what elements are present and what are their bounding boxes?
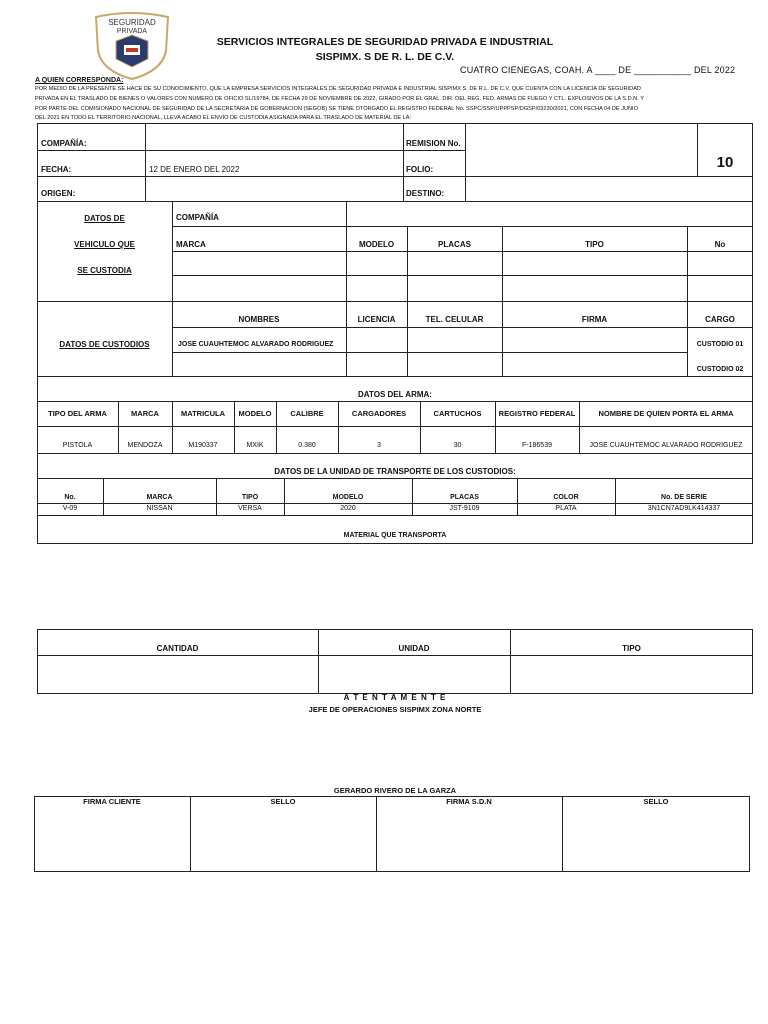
remision-label: REMISION No. [406, 139, 461, 148]
custodians-title: DATOS DE CUSTODIOS [59, 340, 150, 349]
folio-label: FOLIO: [406, 165, 434, 174]
intro-line-3: POR PARTE DEL COMISIONADO NACIONAL DE SEGURIDAD DE LA SECRETARIA DE GOBERNACION (SEGOB) SE TIENE OTORGADO EL REGISTRO FEDERAL No. SSPC/SSP/UPPPSP/DGSP/03230/2021, CON FECHA 04 DE JUNIO [35, 106, 638, 112]
transport-header-5: COLOR [553, 494, 579, 501]
transport-header-0: No. [64, 494, 76, 501]
custodians-firma-label: FIRMA [581, 315, 608, 324]
weapon-header-5: CARGADORES [351, 409, 407, 418]
vehicle-modelo-label: MODELO [358, 240, 395, 249]
intro-line-1: POR MEDIO DE LA PRESENTE SE HACE DE SU CONOCIMIENTO, QUE LA EMPRESA SERVICIOS INTEGRALES DE SEGURIDAD PRIVADA E INDUSTRIAL SISPIMX S. DE R.L. DE C.V. QUE CUENTA CON LA LICENCIA DE SEGURIDAD [35, 86, 641, 92]
transport-header-3: MODELO [332, 494, 364, 501]
folio-value: 10 [716, 154, 734, 171]
company-title: SERVICIOS INTEGRALES DE SEGURIDAD PRIVADA E INDUSTRIAL [216, 36, 554, 48]
weapon-header-2: MATRICULA [180, 409, 226, 418]
weapon-header-3: MODELO [238, 409, 272, 418]
transport-value-5: PLATA [555, 505, 577, 512]
destino-label: DESTINO: [406, 189, 445, 198]
transport-header-2: TIPO [241, 494, 259, 501]
weapon-value-6: 30 [453, 442, 462, 449]
signer-name: GERARDO RIVERO DE LA GARZA [333, 786, 457, 795]
intro-line-2: PRIVADA EN EL TRASLADO DE BIENES O VALORES CON NUMERO DE OFICIO SL/19784, DE FECHA 29 DE NOVIEMBRE DE 2022, GIRADO POR EL GRAL. DIR. DEL REG. FED. ARMAS DE FUEGO Y CTL. EXPLOSIVOS DE LA S.D.N. Y [35, 96, 644, 102]
vehicle-marca-label: MARCA [176, 240, 206, 249]
transport-header-1: MARCA [146, 494, 173, 501]
fecha-value: 12 DE ENERO DEL 2022 [149, 165, 240, 174]
salutation: A QUIEN CORRESPONDA: [35, 77, 124, 84]
transport-value-6: 3N1CN7AD9LK414337 [647, 505, 721, 512]
material-title: MATERIAL QUE TRANSPORTA [343, 532, 447, 539]
jefe-operaciones: JEFE DE OPERACIONES SISPIMX ZONA NORTE [308, 705, 482, 714]
vehicle-title-3: SE CUSTODIA [77, 266, 132, 275]
logo-text-2: PRIVADA [116, 28, 148, 35]
weapon-value-5: 3 [377, 442, 381, 449]
transport-header-4: PLACAS [450, 494, 479, 501]
transport-header-6: No. DE SERIE [661, 494, 707, 501]
custodians-celular-label: TEL. CELULAR [425, 315, 484, 324]
vehicle-placas-label: PLACAS [438, 240, 471, 249]
weapon-value-1: MENDOZA [127, 442, 163, 449]
custodian-1-name: JOSE CUAUHTEMOC ALVARADO RODRIGUEZ [178, 341, 334, 348]
weapon-value-8: JOSE CUAUHTEMOC ALVARADO RODRIGUEZ [589, 442, 743, 449]
place-date-line: CUATRO CIENEGAS, COAH. A ____ DE ___________ DEL 2022 [460, 65, 736, 75]
custodians-nombres-label: NOMBRES [238, 315, 280, 324]
atentamente: A T E N T A M E N T E [343, 693, 447, 702]
company-subtitle: SISPIMX. S DE R. L. DE C.V. [315, 51, 455, 63]
weapon-value-2: M190337 [188, 442, 218, 449]
weapon-header-4: CALIBRE [290, 409, 324, 418]
compania-label: COMPAÑÍA: [41, 139, 87, 148]
transport-value-0: V-09 [62, 505, 78, 512]
vehicle-compania-label: COMPAÑÍA [176, 213, 219, 222]
logo-text-1: SEGURIDAD [108, 18, 156, 27]
vehicle-no-label: No [714, 240, 726, 249]
weapon-value-4: 0.380 [298, 442, 316, 449]
weapon-value-7: F-186539 [522, 442, 552, 449]
weapon-header-0: TIPO DEL ARMA [48, 409, 107, 418]
firma-cliente-label: FIRMA CLIENTE [83, 797, 141, 806]
weapon-header-8: NOMBRE DE QUIEN PORTA EL ARMA [598, 409, 734, 418]
cargo-unidad-label: UNIDAD [398, 644, 430, 653]
weapon-title: DATOS DEL ARMA: [358, 390, 432, 399]
custodian-1-cargo: CUSTODIO 01 [696, 341, 744, 348]
origen-label: ORIGEN: [41, 189, 76, 198]
weapon-header-7: REGISTRO FEDERAL [498, 409, 576, 418]
cargo-tipo-label: TIPO [622, 644, 641, 653]
vehicle-tipo-label: TIPO [585, 240, 604, 249]
transport-value-4: JST-9109 [449, 505, 480, 512]
custodian-2-cargo: CUSTODIO 02 [696, 366, 744, 373]
signatures-table [34, 796, 750, 872]
weapon-header-6: CARTUCHOS [433, 409, 482, 418]
firma-sdn-label: FIRMA S.D.N [446, 797, 492, 806]
transport-title: DATOS DE LA UNIDAD DE TRANSPORTE DE LOS CUSTODIOS: [274, 467, 516, 476]
sello-2-label: SELLO [643, 797, 669, 806]
vehicle-title-2: VEHICULO QUE [74, 240, 135, 249]
transport-value-1: NISSAN [146, 505, 173, 512]
weapon-value-0: PISTOLA [62, 442, 93, 449]
transport-value-2: VERSA [238, 505, 262, 512]
fecha-label: FECHA: [41, 165, 72, 174]
custodians-licencia-label: LICENCIA [357, 315, 396, 324]
intro-line-4: DEL 2021 EN TODO EL TERRITORIO NACIONAL, LLEVA ACABO EL ENVIO DE CUSTODIA ASIGNADA PARA EL TRASLADO DE MATERIAL DE LA: [35, 115, 412, 121]
weapon-header-1: MARCA [131, 409, 159, 418]
sello-1-label: SELLO [270, 797, 296, 806]
vehicle-title-1: DATOS DE [84, 214, 125, 223]
custodians-cargo-label: CARGO [705, 315, 735, 324]
cargo-cantidad-label: CANTIDAD [156, 644, 199, 653]
transport-value-3: 2020 [340, 505, 356, 512]
weapon-value-3: MXIK [246, 442, 264, 449]
company-logo [92, 11, 172, 81]
cargo-table [37, 629, 753, 694]
